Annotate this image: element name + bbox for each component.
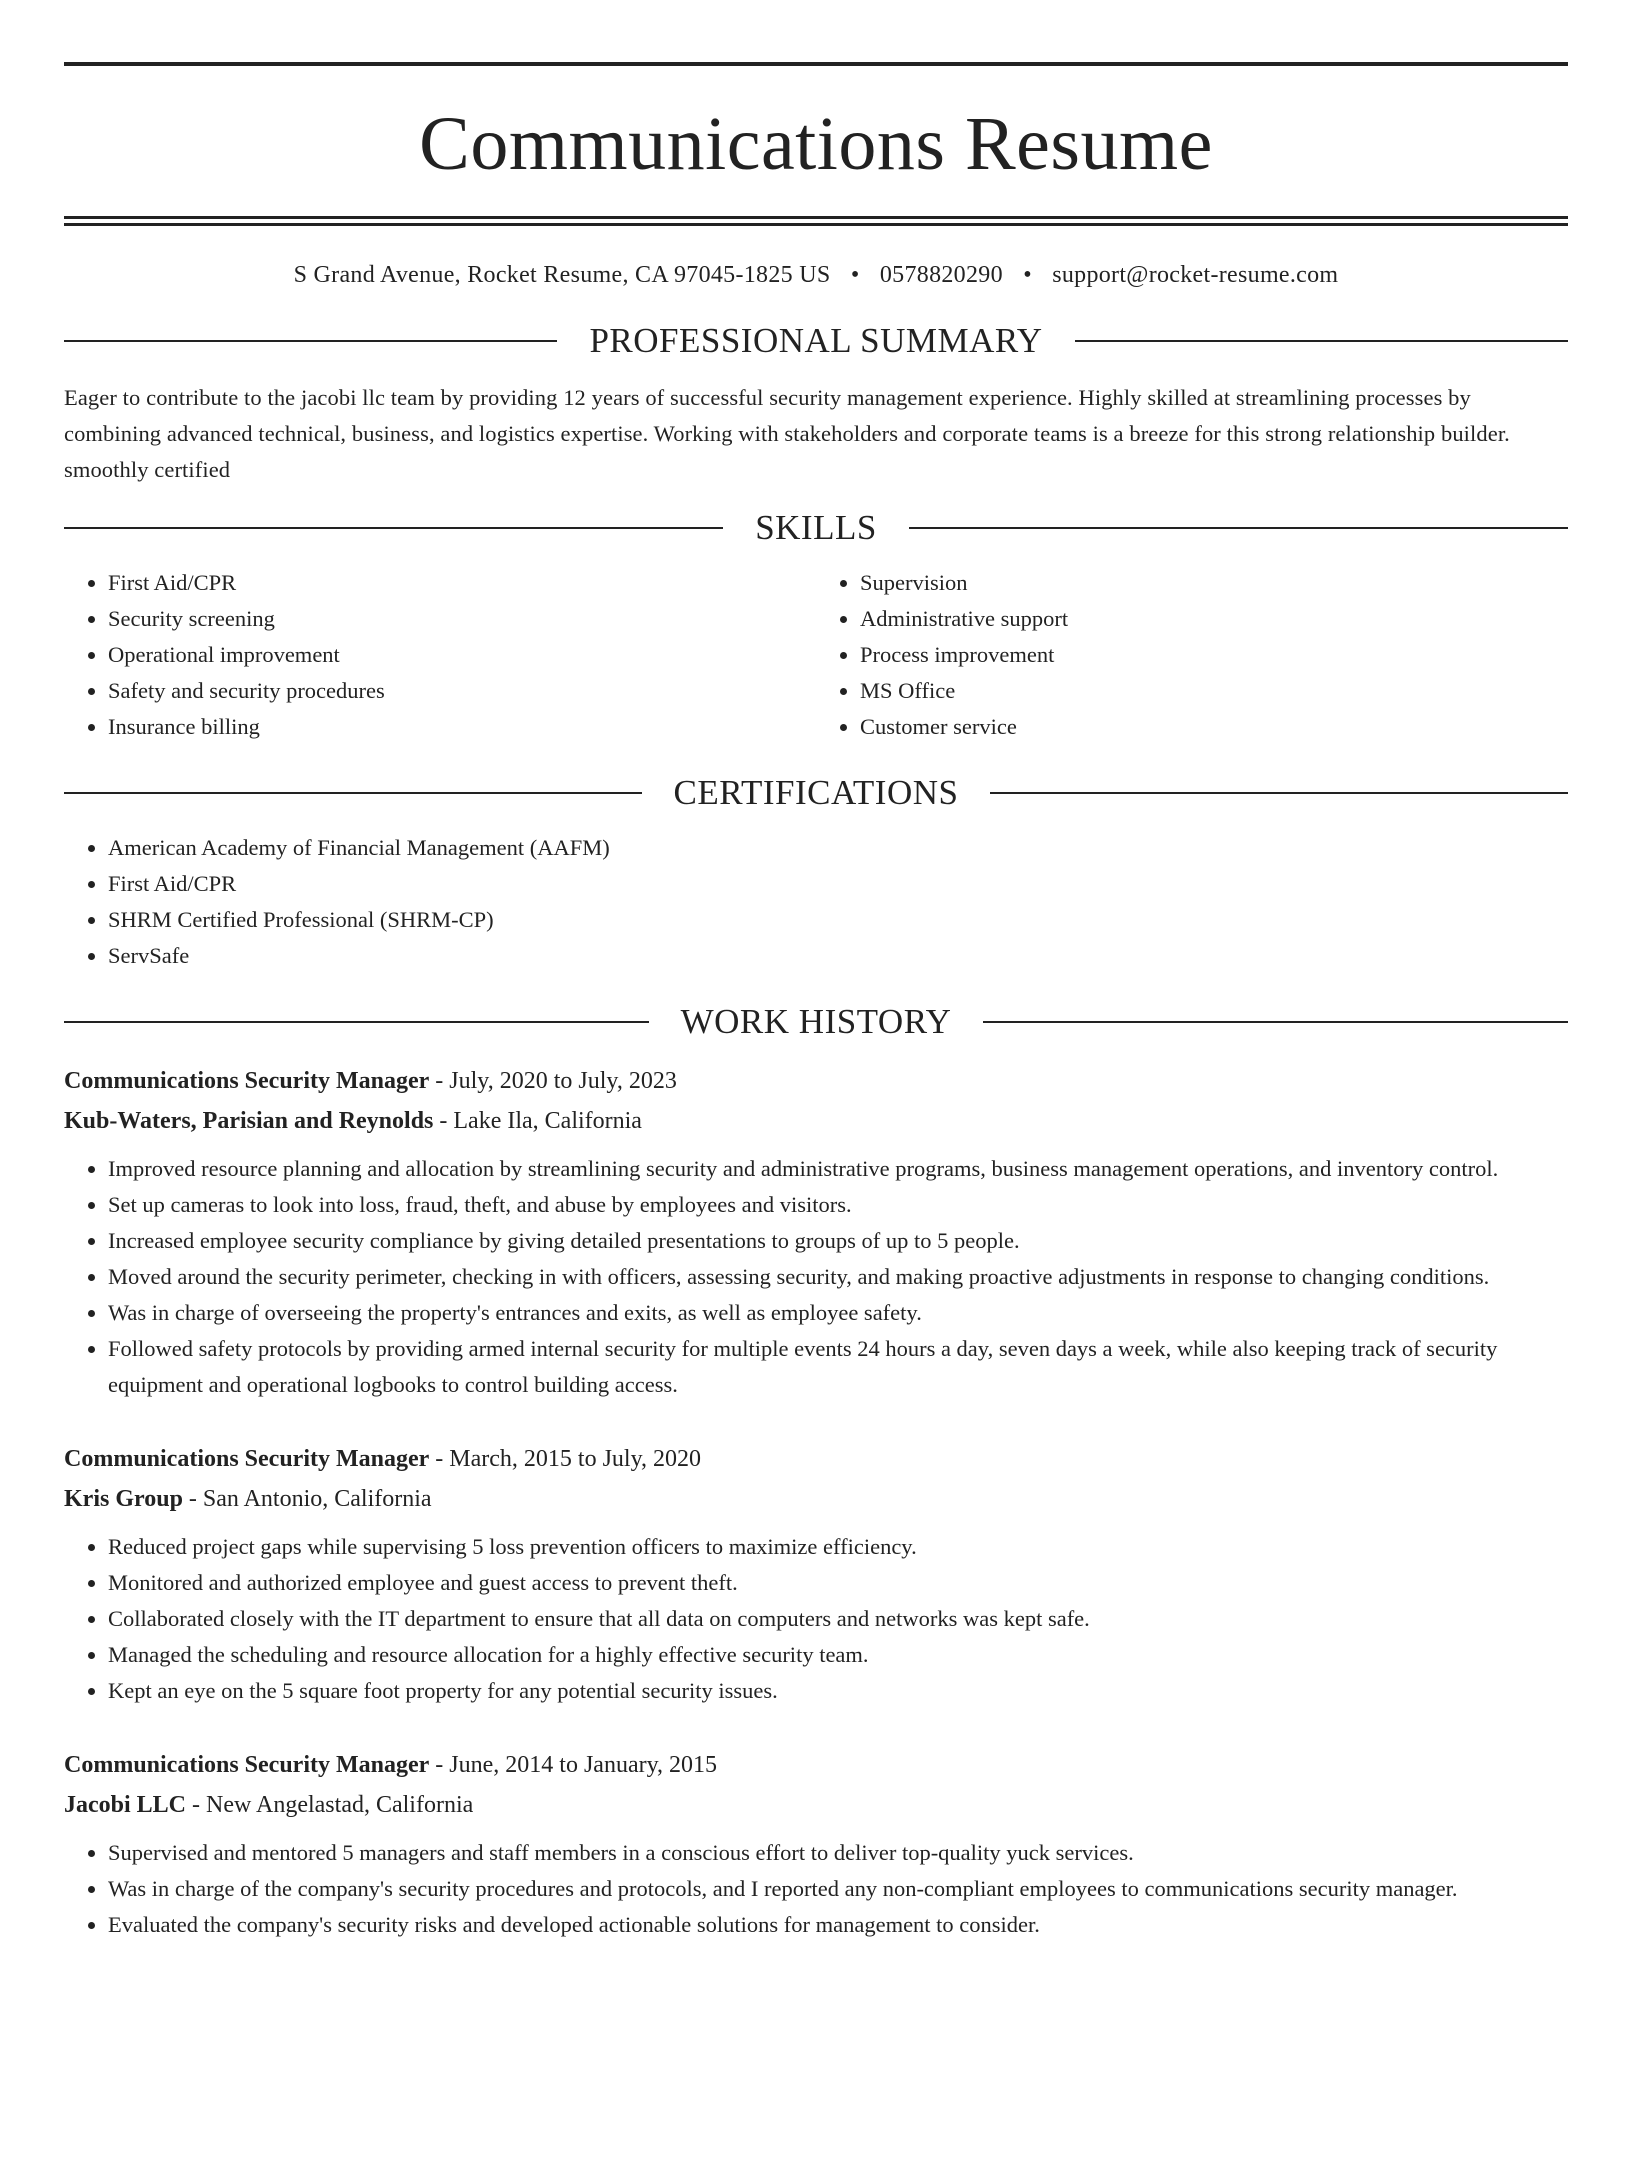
job-location: - San Antonio, California: [182, 1486, 432, 1512]
list-item: • MS Office: [860, 673, 1568, 709]
list-item: • Evaluated the company's security risks and developed actionable solutions for management to consider.: [108, 1907, 1568, 1943]
list-item: • Increased employee security compliance by giving detailed presentations to groups of up to 5 people.: [108, 1223, 1568, 1259]
list-item: • Managed the scheduling and resource allocation for a highly effective security team.: [108, 1637, 1568, 1673]
contact-address: S Grand Avenue, Rocket Resume, CA 97045-1825 US: [293, 262, 831, 288]
list-item: • Customer service: [860, 709, 1568, 745]
skills-list: [64, 565, 1568, 745]
contact-separator: •: [850, 262, 860, 288]
contact-phone: 0578820290: [879, 262, 1003, 288]
job-company: Kub-Waters, Parisian and Reynolds: [64, 1108, 434, 1134]
list-item: • Collaborated closely with the IT department to ensure that all data on computers and networks was kept safe.: [108, 1601, 1568, 1637]
list-item: • Reduced project gaps while supervising 5 loss prevention officers to maximize efficiency.: [108, 1529, 1568, 1565]
job-title-line: [64, 1439, 1568, 1479]
list-item: • First Aid/CPR: [108, 565, 816, 601]
job-title-line: [64, 1745, 1568, 1785]
job-dates: - July, 2020 to July, 2023: [429, 1068, 677, 1094]
heading-rule: [64, 340, 557, 342]
certifications-list: [64, 830, 1568, 974]
job-company-line: [64, 1785, 1568, 1825]
list-item: • First Aid/CPR: [108, 866, 1568, 902]
job-title: Communications Security Manager: [64, 1752, 430, 1778]
list-item: • Security screening: [108, 601, 816, 637]
section-heading-skills: [64, 510, 1568, 545]
contact-separator: •: [1023, 262, 1032, 288]
title-double-rule: [64, 216, 1568, 226]
job-company-line: [64, 1101, 1568, 1141]
list-item: • Set up cameras to look into loss, fraud, theft, and abuse by employees and visitors.: [108, 1187, 1568, 1223]
resume-title: Communications Resume: [419, 102, 1213, 186]
job-entry: [64, 1745, 1568, 1943]
heading-rule: [64, 1021, 649, 1023]
list-item: • Process improvement: [860, 637, 1568, 673]
job-title: Communications Security Manager: [64, 1068, 430, 1094]
job-bullets: [64, 1151, 1568, 1403]
heading-rule: [64, 792, 642, 794]
section-title: WORK HISTORY: [680, 1002, 952, 1041]
list-item: • Followed safety protocols by providing armed internal security for multiple events 24 hours a day, seven days a week, while also keeping track of security equipment and operational logbooks to control building access.: [108, 1331, 1568, 1403]
top-rule: [64, 62, 1568, 66]
heading-rule: [64, 527, 723, 529]
job-company: Kris Group: [64, 1486, 183, 1512]
list-item: • Supervision: [860, 565, 1568, 601]
list-item: • Was in charge of overseeing the property's entrances and exits, as well as employee safety.: [108, 1295, 1568, 1331]
list-item: • Administrative support: [860, 601, 1568, 637]
skills-column-left: [64, 565, 816, 745]
resume-page: [0, 62, 1632, 1943]
list-item: • Insurance billing: [108, 709, 816, 745]
list-item: • Operational improvement: [108, 637, 816, 673]
section-heading-summary: [64, 323, 1568, 358]
heading-rule: [990, 792, 1568, 794]
section-title: CERTIFICATIONS: [673, 773, 959, 812]
job-title-line: [64, 1061, 1568, 1101]
list-item: • Moved around the security perimeter, checking in with officers, assessing security, and making proactive adjustments in response to changing conditions.: [108, 1259, 1568, 1295]
job-location: - New Angelastad, California: [186, 1792, 474, 1818]
job-dates: - June, 2014 to January, 2015: [429, 1752, 718, 1778]
section-title: PROFESSIONAL SUMMARY: [589, 321, 1043, 360]
job-bullets: [64, 1529, 1568, 1709]
skills-column-right: [816, 565, 1568, 745]
job-company: Jacobi LLC: [64, 1792, 187, 1818]
list-item: • Was in charge of the company's security procedures and protocols, and I reported any non-compliant employees to communications security manager.: [108, 1871, 1568, 1907]
job-title: Communications Security Manager: [64, 1446, 430, 1472]
job-entry: [64, 1061, 1568, 1403]
job-dates: - March, 2015 to July, 2020: [429, 1446, 702, 1472]
list-item: • Supervised and mentored 5 managers and staff members in a conscious effort to deliver top-quality yuck services.: [108, 1835, 1568, 1871]
job-entry: [64, 1439, 1568, 1709]
heading-rule: [909, 527, 1568, 529]
list-item: • Safety and security procedures: [108, 673, 816, 709]
list-item: • Improved resource planning and allocation by streamlining security and administrative programs, business management operations, and inventory control.: [108, 1151, 1568, 1187]
section-title: SKILLS: [755, 508, 877, 547]
list-item: • Kept an eye on the 5 square foot property for any potential security issues.: [108, 1673, 1568, 1709]
job-bullets: [64, 1835, 1568, 1943]
summary-text: Eager to contribute to the jacobi llc team by providing 12 years of successful security management experience. Highly skilled at streamlining processes by combining advanced technical, business, and logistics expertise. Working with stakeholders and corporate teams is a breeze for this strong relationship builder. smoothly certified: [64, 385, 1510, 482]
list-item: • Monitored and authorized employee and guest access to prevent theft.: [108, 1565, 1568, 1601]
contact-email: support@rocket-resume.com: [1052, 262, 1339, 288]
job-company-line: [64, 1479, 1568, 1519]
contact-line: [64, 262, 1568, 289]
section-heading-work-history: [64, 1004, 1568, 1039]
heading-rule: [1075, 340, 1568, 342]
section-heading-certifications: [64, 775, 1568, 810]
list-item: • ServSafe: [108, 938, 1568, 974]
heading-rule: [983, 1021, 1568, 1023]
list-item: • SHRM Certified Professional (SHRM-CP): [108, 902, 1568, 938]
list-item: • American Academy of Financial Management (AAFM): [108, 830, 1568, 866]
job-location: - Lake Ila, California: [433, 1108, 642, 1134]
